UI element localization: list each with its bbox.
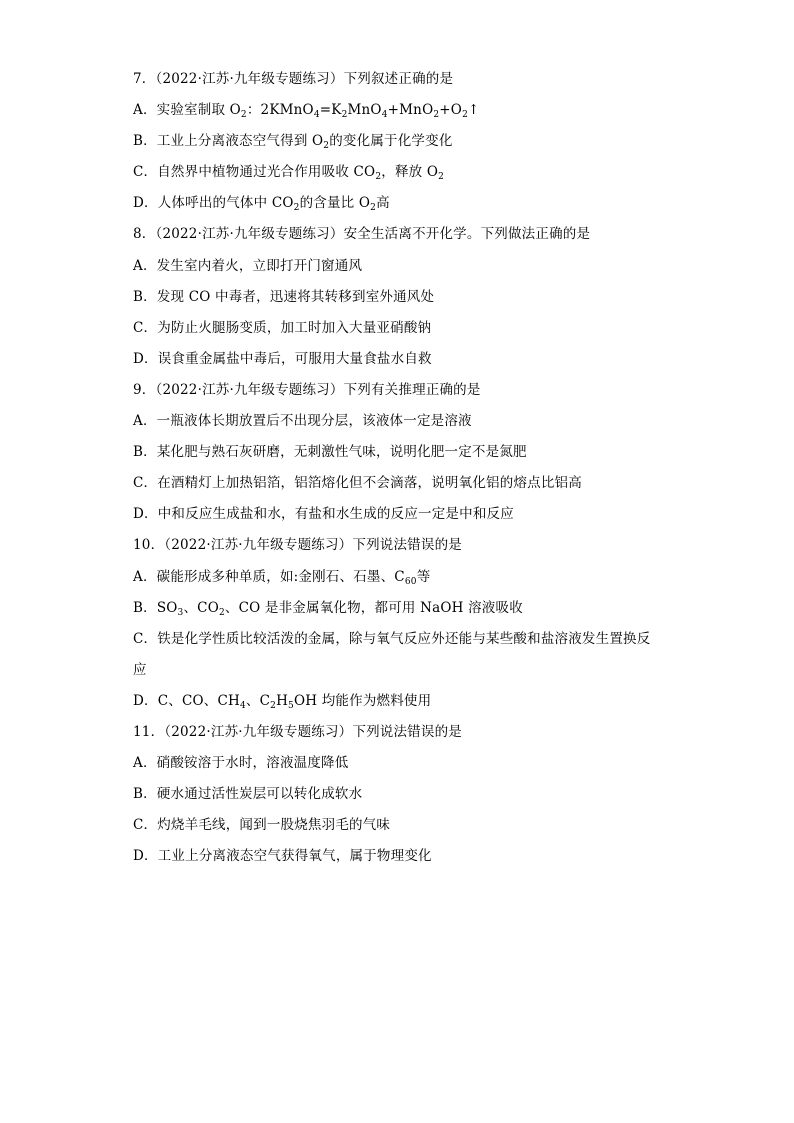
text-segment: D．C、CO、CH bbox=[133, 692, 240, 709]
text-segment: B．SO bbox=[133, 599, 178, 616]
text-segment: D．人体呼出的气体中 CO bbox=[133, 195, 294, 212]
answer-option bbox=[133, 282, 693, 313]
text-segment: A．实验室制取 O bbox=[133, 102, 241, 119]
subscript: 2 bbox=[462, 110, 468, 121]
answer-option bbox=[133, 810, 693, 841]
subscript: 2 bbox=[270, 700, 277, 711]
subscript: 2 bbox=[375, 172, 382, 183]
text-segment: 的含量比 O bbox=[299, 195, 371, 212]
text-segment: 高 bbox=[376, 195, 390, 212]
text-segment: 7．（2022·江苏·九年级专题练习）下列叙述正确的是 bbox=[133, 71, 454, 87]
text-segment: D．中和反应生成盐和水，有盐和水生成的反应一定是中和反应 bbox=[133, 506, 514, 523]
text-segment: A．硝酸铵溶于水时，溶液温度降低 bbox=[133, 755, 349, 772]
answer-option bbox=[133, 188, 693, 219]
text-segment: A．碳能形成多种单质，如:金刚石、石墨、C bbox=[133, 568, 405, 585]
subscript: 2 bbox=[240, 110, 247, 121]
subscript: 2 bbox=[433, 110, 440, 121]
text-segment: +MnO bbox=[387, 102, 434, 119]
answer-option bbox=[133, 624, 693, 655]
subscript: 2 bbox=[323, 141, 330, 152]
text-segment: C．铁是化学性质比较活泼的金属，除与氧气反应外还能与某些酸和盐溶液发生置换反 bbox=[133, 630, 651, 647]
answer-option bbox=[133, 841, 693, 872]
answer-option bbox=[133, 748, 693, 779]
text-segment: 、CO 是非金属氧化物，都可用 NaOH 溶液吸收 bbox=[224, 599, 523, 616]
text-segment: =K bbox=[319, 102, 342, 119]
question-stem bbox=[133, 530, 693, 561]
question-stem bbox=[133, 717, 693, 748]
question-stem bbox=[133, 219, 693, 250]
subscript: 2 bbox=[218, 607, 225, 618]
text-segment: OH 均能作为燃料使用 bbox=[293, 692, 432, 709]
text-segment: D．误食重金属盐中毒后，可服用大量食盐水自救 bbox=[133, 350, 432, 367]
answer-option bbox=[133, 437, 693, 468]
question-list bbox=[133, 64, 693, 872]
text-segment: +O bbox=[439, 102, 463, 119]
text-segment: B．硬水通过活性炭层可以转化成软水 bbox=[133, 786, 363, 803]
text-segment: ，释放 O bbox=[381, 164, 439, 181]
text-segment: 的变化属于化学变化 bbox=[329, 133, 453, 150]
text-segment: C．在酒精灯上加热铝箔，铝箔熔化但不会滴落，说明氧化铝的熔点比铝高 bbox=[133, 475, 582, 492]
answer-option bbox=[133, 95, 693, 126]
text-segment: H bbox=[276, 692, 289, 709]
text-segment: 、C bbox=[245, 692, 271, 709]
text-segment: 等 bbox=[416, 568, 431, 585]
subscript: 4 bbox=[239, 700, 246, 711]
text-segment: B．某化肥与熟石灰研磨，无刺激性气味，说明化肥一定不是氮肥 bbox=[133, 444, 527, 461]
text-segment: MnO bbox=[347, 102, 382, 119]
text-segment: C．灼烧羊毛线，闻到一股烧焦羽毛的气味 bbox=[133, 817, 391, 834]
text-segment: 11．（2022·江苏·九年级专题练习）下列说法错误的是 bbox=[133, 723, 462, 740]
subscript: 2 bbox=[341, 110, 348, 121]
text-segment: A．发生室内着火，立即打开门窗通风 bbox=[133, 257, 363, 274]
answer-option bbox=[133, 499, 693, 530]
answer-option bbox=[133, 562, 693, 593]
subscript: 60 bbox=[404, 576, 417, 587]
text-segment: 应 bbox=[133, 661, 147, 678]
text-segment: 、CO bbox=[183, 599, 219, 616]
text-segment: C．自然界中植物通过光合作用吸收 CO bbox=[133, 164, 376, 181]
answer-option bbox=[133, 686, 693, 717]
answer-option bbox=[133, 655, 693, 686]
text-segment: ：2KMnO bbox=[246, 102, 314, 119]
subscript: 4 bbox=[313, 110, 320, 121]
text-segment: B．发现 CO 中毒者，迅速将其转移到室外通风处 bbox=[133, 288, 435, 305]
text-segment: ↑ bbox=[468, 102, 480, 119]
text-segment: B．工业上分离液态空气得到 O bbox=[133, 133, 324, 150]
text-segment: 8．（2022·江苏·九年级专题练习）安全生活离不开化学。下列做法正确的是 bbox=[133, 226, 591, 243]
subscript: 2 bbox=[438, 172, 445, 183]
subscript: 4 bbox=[381, 110, 388, 121]
answer-option bbox=[133, 468, 693, 499]
answer-option bbox=[133, 406, 693, 437]
subscript: 5 bbox=[288, 700, 294, 711]
answer-option bbox=[133, 157, 693, 188]
answer-option bbox=[133, 779, 693, 810]
answer-option bbox=[133, 593, 693, 624]
subscript: 3 bbox=[177, 607, 184, 618]
text-segment: C．为防止火腿肠变质，加工时加入大量亚硝酸钠 bbox=[133, 319, 432, 336]
text-segment: 10．（2022·江苏·九年级专题练习）下列说法错误的是 bbox=[133, 537, 462, 554]
text-segment: D．工业上分离液态空气获得氧气，属于物理变化 bbox=[133, 848, 432, 865]
subscript: 2 bbox=[293, 203, 300, 214]
answer-option bbox=[133, 344, 693, 375]
answer-option bbox=[133, 126, 693, 157]
text-segment: A．一瓶液体长期放置后不出现分层，该液体一定是溶液 bbox=[133, 413, 472, 430]
question-stem bbox=[133, 64, 693, 95]
text-segment: 9．（2022·江苏·九年级专题练习）下列有关推理正确的是 bbox=[133, 381, 481, 398]
answer-option bbox=[133, 313, 693, 344]
subscript: 2 bbox=[370, 203, 377, 214]
answer-option bbox=[133, 251, 693, 282]
question-stem bbox=[133, 375, 693, 406]
